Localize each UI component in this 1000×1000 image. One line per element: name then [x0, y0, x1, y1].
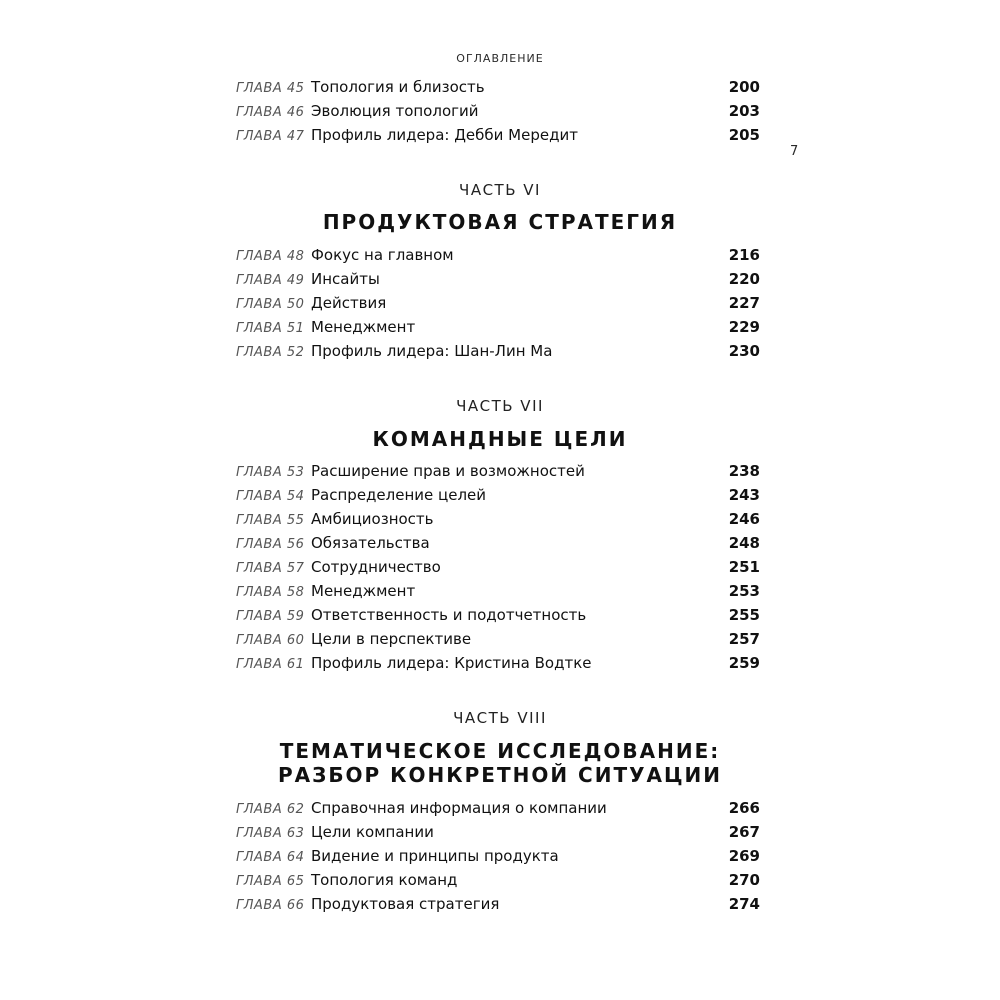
- toc-entry[interactable]: [236, 798, 760, 818]
- chapter-title: Профиль лидера: Шан-Лин Ма: [311, 342, 553, 360]
- toc-entry[interactable]: [236, 533, 760, 553]
- chapter-page: 229: [728, 318, 760, 336]
- toc-entry[interactable]: [236, 822, 760, 842]
- chapter-label: ГЛАВА 63: [236, 826, 305, 841]
- chapter-title: Видение и принципы продукта: [311, 847, 559, 865]
- toc-entry[interactable]: [236, 245, 760, 265]
- running-head: ОГЛАВЛЕНИЕ: [456, 52, 544, 65]
- chapter-page: 216: [728, 246, 760, 264]
- chapter-title: Цели компании: [311, 823, 434, 841]
- chapter-page: 200: [728, 78, 760, 96]
- part-title-line-1: ТЕМАТИЧЕСКОЕ ИССЛЕДОВАНИЕ:: [279, 739, 721, 763]
- chapter-title: Ответственность и подотчетность: [311, 606, 587, 624]
- toc-entry[interactable]: [236, 870, 760, 890]
- chapter-label: ГЛАВА 53: [236, 465, 305, 480]
- chapter-title: Профиль лидера: Дебби Мередит: [311, 126, 578, 144]
- chapter-page: 270: [728, 871, 760, 889]
- chapter-title: Сотрудничество: [311, 558, 441, 576]
- chapter-label: ГЛАВА 57: [236, 561, 305, 576]
- toc-entry[interactable]: [236, 77, 760, 97]
- chapter-page: 269: [728, 847, 760, 865]
- toc-entry[interactable]: [236, 485, 760, 505]
- toc-entry[interactable]: [236, 894, 760, 914]
- chapter-label: ГЛАВА 47: [236, 129, 305, 144]
- chapter-label: ГЛАВА 59: [236, 609, 305, 624]
- chapter-page: 220: [728, 270, 760, 288]
- part-title-line-2: РАЗБОР КОНКРЕТНОЙ СИТУАЦИИ: [277, 763, 723, 787]
- chapter-page: 230: [728, 342, 760, 360]
- chapter-page: 227: [728, 294, 760, 312]
- toc-entry[interactable]: [236, 509, 760, 529]
- chapter-title: Обязательства: [311, 534, 430, 552]
- chapter-title: Распределение целей: [311, 486, 487, 504]
- chapter-page: 267: [728, 823, 760, 841]
- chapter-label: ГЛАВА 55: [236, 513, 305, 528]
- chapter-title: Амбициозность: [311, 510, 434, 528]
- chapter-title: Менеджмент: [311, 582, 416, 600]
- chapter-title: Действия: [311, 294, 387, 312]
- chapter-label: ГЛАВА 46: [236, 105, 305, 120]
- chapter-label: ГЛАВА 45: [236, 81, 305, 96]
- chapter-label: ГЛАВА 50: [236, 297, 305, 312]
- toc-entry[interactable]: [236, 293, 760, 313]
- toc-entry[interactable]: [236, 101, 760, 121]
- chapter-page: 205: [728, 126, 760, 144]
- toc-entry[interactable]: [236, 605, 760, 625]
- chapter-label: ГЛАВА 64: [236, 850, 305, 865]
- chapter-label: ГЛАВА 61: [236, 657, 305, 672]
- toc-entry[interactable]: [236, 581, 760, 601]
- chapter-label: ГЛАВА 58: [236, 585, 305, 600]
- part-label: ЧАСТЬ VIII: [453, 709, 547, 727]
- chapter-title: Профиль лидера: Кристина Водтке: [311, 654, 592, 672]
- chapter-title: Инсайты: [311, 270, 380, 288]
- part-title: ПРОДУКТОВАЯ СТРАТЕГИЯ: [322, 210, 678, 234]
- toc-entry[interactable]: [236, 341, 760, 361]
- toc-entry[interactable]: [236, 629, 760, 649]
- chapter-title: Расширение прав и возможностей: [311, 462, 585, 480]
- chapter-label: ГЛАВА 52: [236, 345, 305, 360]
- chapter-label: ГЛАВА 54: [236, 489, 305, 504]
- chapter-page: 243: [728, 486, 760, 504]
- chapter-title: Цели в перспективе: [311, 630, 472, 648]
- chapter-page: 238: [728, 462, 760, 480]
- chapter-label: ГЛАВА 66: [236, 898, 305, 913]
- chapter-page: 259: [728, 654, 760, 672]
- toc-entry[interactable]: [236, 846, 760, 866]
- chapter-label: ГЛАВА 56: [236, 537, 305, 552]
- chapter-title: Топология команд: [311, 871, 458, 889]
- chapter-page: 255: [728, 606, 760, 624]
- chapter-page: 248: [728, 534, 760, 552]
- chapter-page: 274: [728, 895, 760, 913]
- chapter-page: 253: [728, 582, 760, 600]
- page-number: 7: [790, 144, 799, 159]
- chapter-label: ГЛАВА 60: [236, 633, 305, 648]
- chapter-page: 203: [728, 102, 760, 120]
- part-label: ЧАСТЬ VII: [456, 397, 544, 415]
- chapter-title: Продуктовая стратегия: [311, 895, 500, 913]
- chapter-title: Топология и близость: [311, 78, 485, 96]
- chapter-page: 251: [728, 558, 760, 576]
- chapter-page: 257: [728, 630, 760, 648]
- chapter-label: ГЛАВА 51: [236, 321, 305, 336]
- toc-entry[interactable]: [236, 461, 760, 481]
- toc-entry[interactable]: [236, 125, 760, 145]
- part-label: ЧАСТЬ VI: [459, 181, 541, 199]
- toc-entry[interactable]: [236, 317, 760, 337]
- toc-entry[interactable]: [236, 653, 760, 673]
- toc-entry[interactable]: [236, 557, 760, 577]
- toc-entry[interactable]: [236, 269, 760, 289]
- chapter-title: Фокус на главном: [311, 246, 454, 264]
- chapter-label: ГЛАВА 49: [236, 273, 305, 288]
- chapter-page: 266: [728, 799, 760, 817]
- chapter-title: Менеджмент: [311, 318, 416, 336]
- part-title: КОМАНДНЫЕ ЦЕЛИ: [372, 427, 628, 451]
- chapter-title: Эволюция топологий: [311, 102, 479, 120]
- chapter-label: ГЛАВА 65: [236, 874, 305, 889]
- chapter-page: 246: [728, 510, 760, 528]
- chapter-title: Справочная информация о компании: [311, 799, 607, 817]
- chapter-label: ГЛАВА 48: [236, 249, 305, 264]
- chapter-label: ГЛАВА 62: [236, 802, 305, 817]
